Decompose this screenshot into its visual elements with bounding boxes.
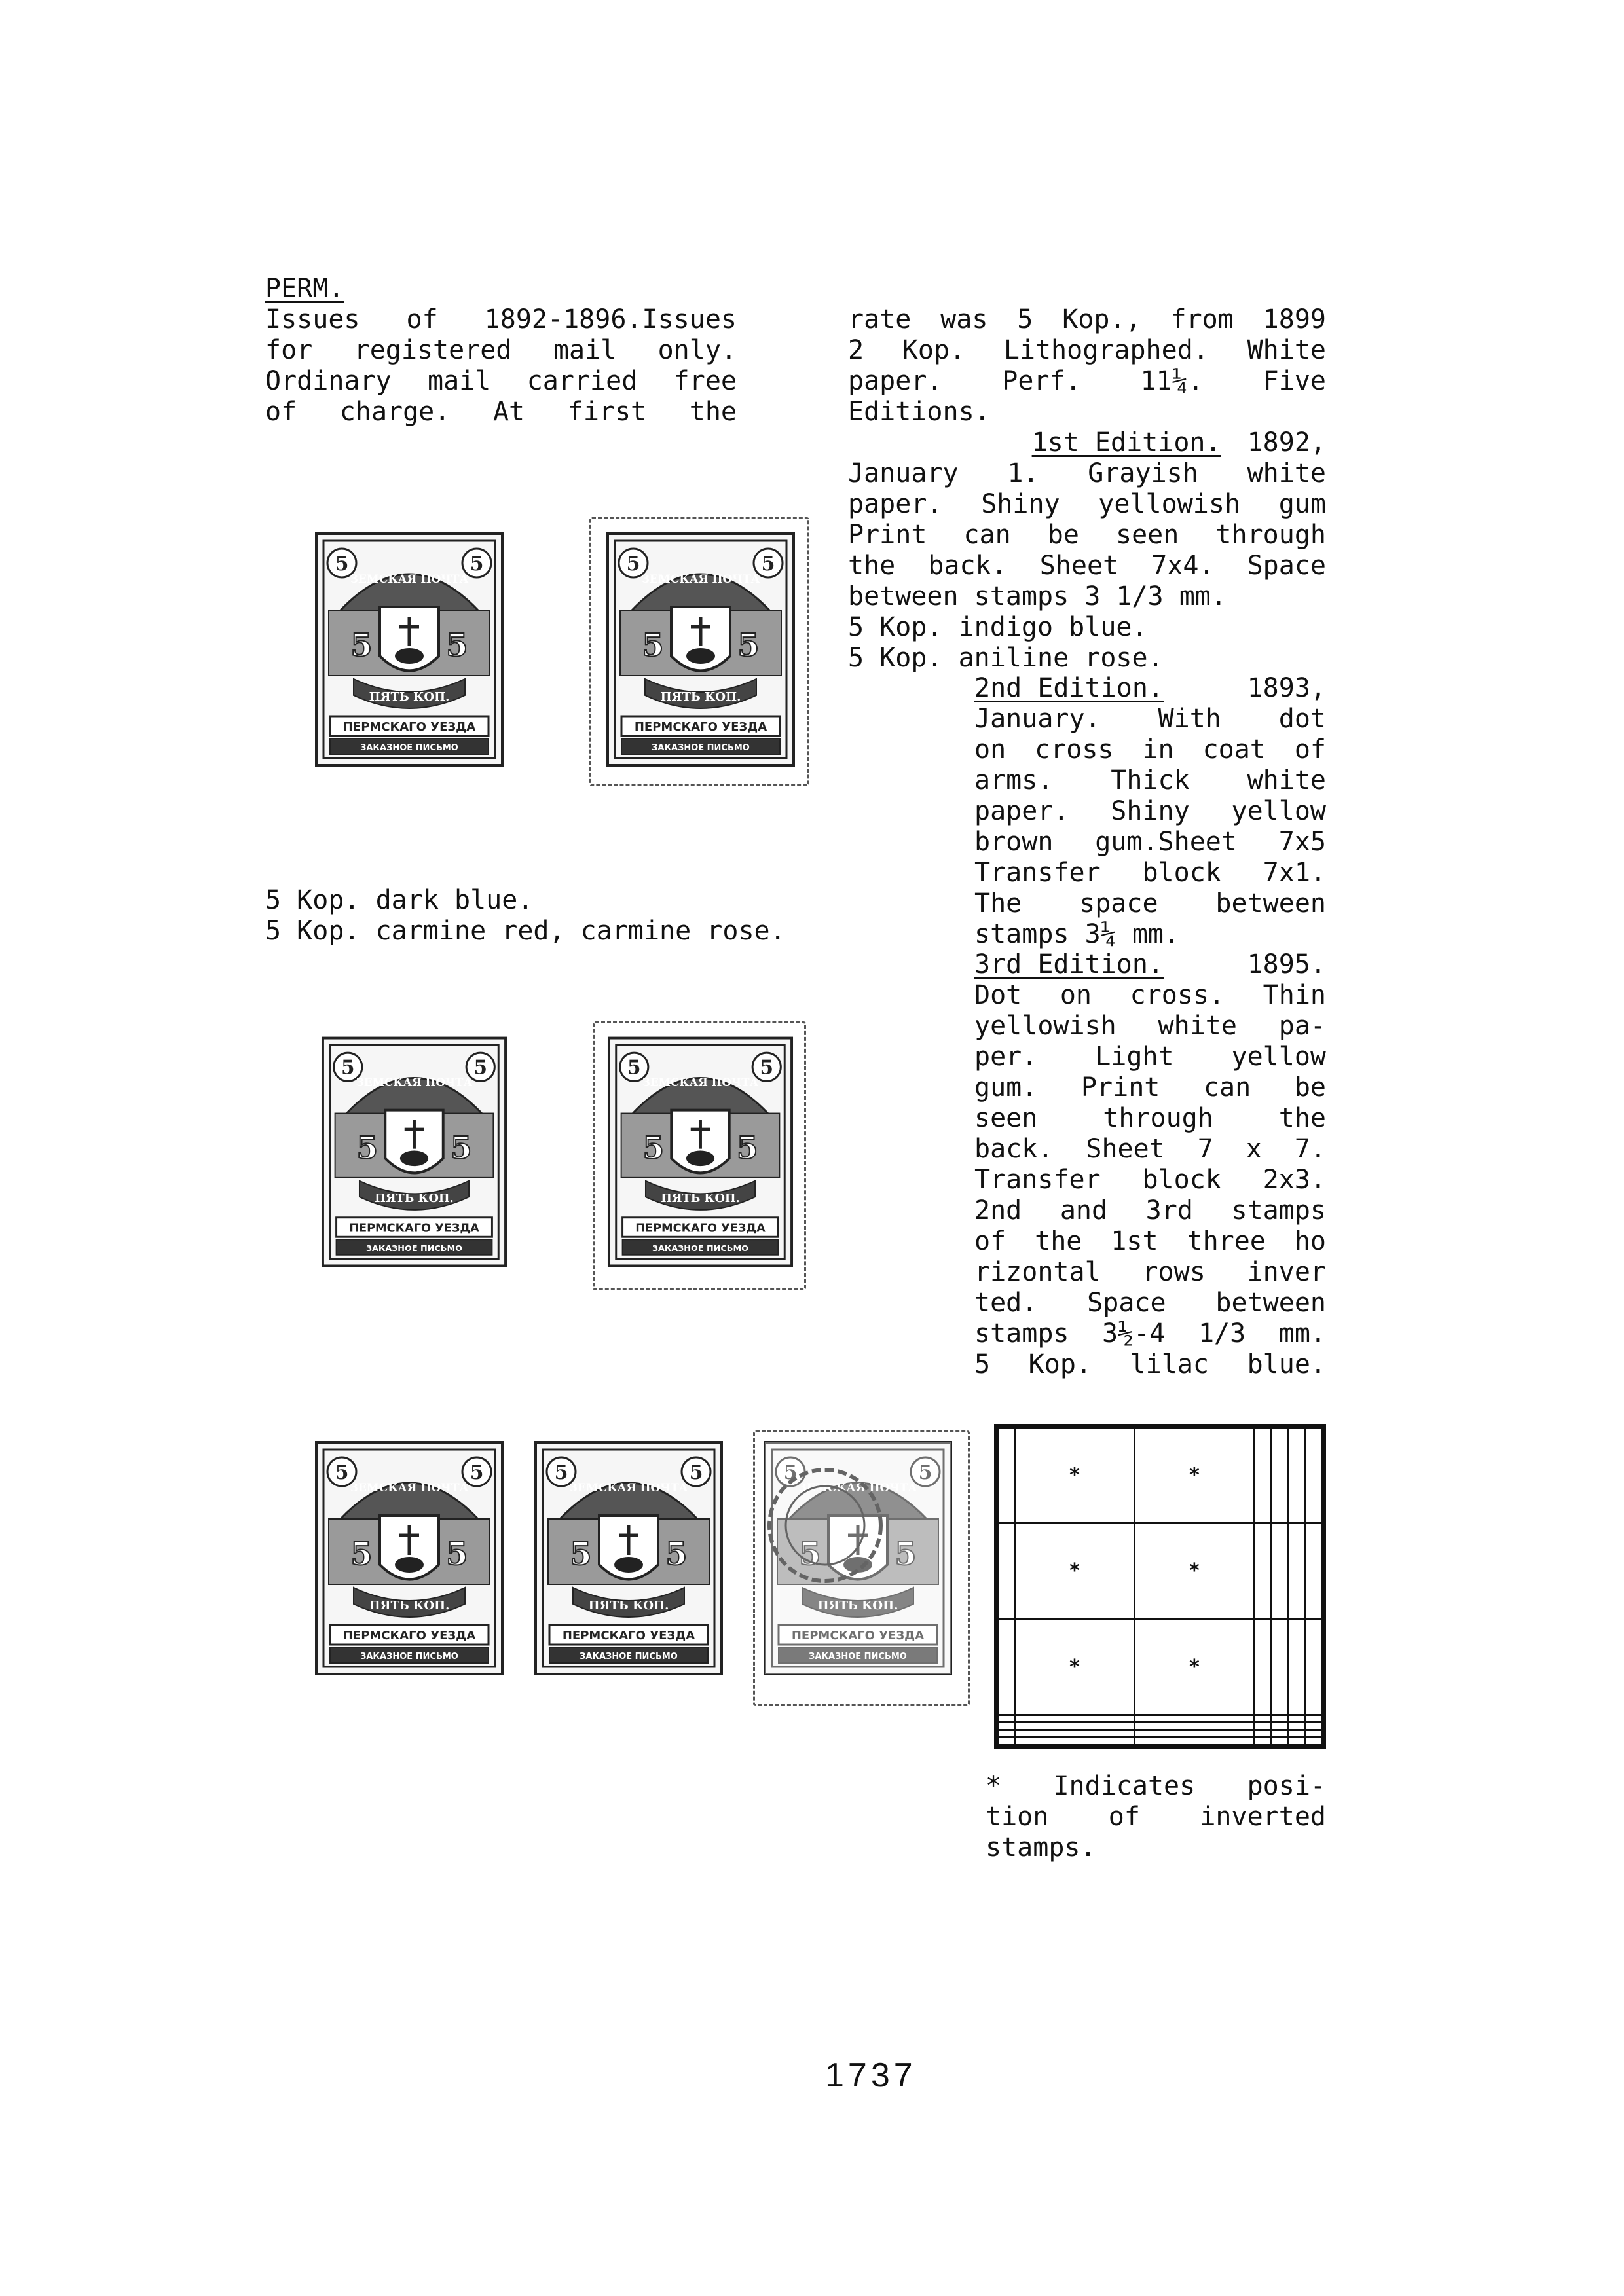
- edition-1-line: paper. Shiny yellowish gum: [848, 489, 1326, 519]
- grid-cell: [1271, 1738, 1288, 1745]
- stamp-value-word: ПЯТЬ КОП.: [817, 1599, 898, 1613]
- grid-cell: [998, 1738, 1015, 1745]
- grid-cell: [1271, 1523, 1288, 1619]
- grid-cell: [1305, 1523, 1322, 1619]
- grid-row: [998, 1428, 1323, 1523]
- grid-cell: [1254, 1730, 1271, 1738]
- grid-cell: [998, 1730, 1015, 1738]
- edition-2-heading: [974, 673, 1326, 704]
- grid-cell: [998, 1523, 1015, 1619]
- grid-cell: [1271, 1619, 1288, 1715]
- stamp-bear: [395, 648, 424, 664]
- stamp-top-lettering: ЗЕМСКАЯ ПОЧТА: [798, 1482, 917, 1495]
- right-intro-line: 2 Kop. Lithographed. White: [848, 335, 1326, 365]
- grid-cell: [998, 1715, 1015, 1722]
- grid-row: [998, 1523, 1323, 1619]
- grid-cell: [1288, 1738, 1305, 1745]
- grid-row: [998, 1715, 1323, 1722]
- edition-3: [974, 949, 1326, 1380]
- stamp-top-lettering: ЗЕМСКАЯ ПОЧТА: [642, 1076, 759, 1089]
- stamp-district-label: ПЕРМСКАГО УЕЗДА: [634, 720, 767, 734]
- grid-cell: [1254, 1715, 1271, 1722]
- stamp-district-label: ПЕРМСКАГО УЕЗДА: [562, 1629, 695, 1643]
- grid-cell: [1288, 1722, 1305, 1730]
- edition-3-line: back. Sheet 7 x 7.: [974, 1134, 1326, 1164]
- stamp-image-cancelled: [763, 1440, 953, 1676]
- grid-cell: [1254, 1428, 1271, 1523]
- grid-cell: [1254, 1619, 1271, 1715]
- grid-cell: [1134, 1738, 1254, 1745]
- caption-line: 5 Kop. carmine red, carmine rose.: [265, 916, 786, 946]
- stamp-corner-value: 5: [470, 1461, 484, 1484]
- left-intro: [265, 304, 737, 428]
- stamp-image: [314, 1440, 504, 1676]
- grid-cell: [1271, 1428, 1288, 1523]
- grid-cell-inverted: *: [1015, 1523, 1135, 1619]
- grid-cell: [1015, 1715, 1135, 1722]
- grid-cell: [1288, 1523, 1305, 1619]
- stamp-big-value: 5: [642, 1130, 665, 1167]
- stamp-image: [534, 1440, 724, 1676]
- stamp-value-word: ПЯТЬ КОП.: [660, 690, 741, 704]
- grid-row: [998, 1738, 1323, 1745]
- stamp-corner-value: 5: [689, 1461, 703, 1484]
- edition-1-line: between stamps 3 1/3 mm.: [848, 581, 1227, 611]
- edition-1-date: 1892,: [1247, 428, 1326, 458]
- grid-cell: [1134, 1715, 1254, 1722]
- grid-cell-inverted: *: [1015, 1619, 1135, 1715]
- stamp-big-value: 5: [356, 1130, 378, 1167]
- left-captions: [265, 885, 786, 947]
- stamp-bottom-label: ЗАКАЗНОЕ ПИСЬМО: [360, 1652, 458, 1662]
- page-number: 1737: [825, 2056, 917, 2094]
- edition-3-line: yellowish white pa-: [974, 1011, 1326, 1041]
- sheet-layout-grid: [994, 1424, 1326, 1749]
- stamp-bear: [614, 1557, 643, 1573]
- edition-1-line: 5 Kop. indigo blue.: [848, 612, 1148, 642]
- edition-3-line: 2nd and 3rd stamps: [974, 1195, 1326, 1226]
- stamp-bottom-label: ЗАКАЗНОЕ ПИСЬМО: [365, 1243, 463, 1254]
- grid-cell: [998, 1619, 1015, 1715]
- edition-2-line: arms. Thick white: [974, 765, 1326, 795]
- edition-3-line: 5 Kop. lilac blue.: [974, 1349, 1326, 1379]
- stamp-big-value: 5: [350, 627, 373, 664]
- stamp-corner-value: 5: [627, 1055, 641, 1079]
- grid-row: [998, 1619, 1323, 1715]
- stamp-big-value: 5: [350, 1536, 373, 1573]
- legend-line: * Indicates posi-: [986, 1771, 1326, 1801]
- stamp-big-value: 5: [446, 627, 468, 664]
- edition-2-date: 1893,: [1247, 673, 1326, 703]
- right-intro-line: rate was 5 Kop., from 1899: [848, 304, 1326, 335]
- grid-cell: [1271, 1722, 1288, 1730]
- edition-3-line: Dot on cross. Thin: [974, 980, 1326, 1010]
- stamp-image: [321, 1036, 507, 1268]
- edition-1-line: the back. Sheet 7x4. Space: [848, 551, 1326, 581]
- legend-line: tion of inverted: [986, 1802, 1326, 1832]
- edition-1-line: 5 Kop. aniline rose.: [848, 643, 1164, 673]
- grid-cell: [1305, 1619, 1322, 1715]
- stamp-district-label: ПЕРМСКАГО УЕЗДА: [342, 1629, 476, 1643]
- stamp-image: [314, 532, 504, 767]
- edition-3-line: per. Light yellow: [974, 1042, 1326, 1072]
- grid-legend: [986, 1771, 1326, 1863]
- stamp-top-lettering: ЗЕМСКАЯ ПОЧТА: [356, 1076, 473, 1089]
- edition-3-title: 3rd Edition.: [974, 949, 1164, 979]
- edition-2-line: January. With dot: [974, 704, 1326, 734]
- grid-cell: [1288, 1715, 1305, 1722]
- stamp-corner-value: 5: [341, 1055, 355, 1079]
- edition-3-line: Transfer block 2x3.: [974, 1165, 1326, 1195]
- stamp-corner-value: 5: [761, 553, 775, 575]
- stamp-corner-value: 5: [554, 1461, 568, 1484]
- edition-1-heading: [848, 428, 1326, 458]
- stamp-big-value: 5: [799, 1536, 821, 1573]
- edition-1: [848, 428, 1326, 674]
- grid-cell: [1271, 1730, 1288, 1738]
- stamp-corner-value: 5: [918, 1461, 932, 1484]
- stamp-value-word: ПЯТЬ КОП.: [369, 1599, 450, 1613]
- edition-2-line: Transfer block 7x1.: [974, 858, 1326, 888]
- sheet-grid-table: [997, 1427, 1323, 1746]
- stamp-corner-value: 5: [470, 553, 484, 575]
- edition-1-line: January 1. Grayish white: [848, 458, 1326, 488]
- edition-3-line: ted. Space between: [974, 1288, 1326, 1318]
- edition-3-line: rizontal rows inver: [974, 1257, 1326, 1287]
- stamp-bear: [400, 1151, 428, 1167]
- grid-row: [998, 1722, 1323, 1730]
- stamp-bear: [686, 1151, 714, 1167]
- stamp-bottom-label: ЗАКАЗНОЕ ПИСЬМО: [652, 743, 750, 753]
- edition-3-date: 1895.: [1247, 949, 1326, 979]
- stamp-corner-value: 5: [760, 1055, 773, 1079]
- stamp-value-word: ПЯТЬ КОП.: [369, 690, 450, 704]
- grid-cell: [1015, 1738, 1135, 1745]
- grid-cell: [1015, 1722, 1135, 1730]
- grid-cell: [1015, 1730, 1135, 1738]
- edition-2-line: paper. Shiny yellow: [974, 796, 1326, 826]
- grid-cell: [998, 1428, 1015, 1523]
- stamp-big-value: 5: [895, 1536, 917, 1573]
- stamp-image: [606, 532, 796, 767]
- grid-cell: [1254, 1523, 1271, 1619]
- edition-2-line: stamps 3¼ mm.: [974, 919, 1180, 949]
- grid-cell: [1305, 1722, 1322, 1730]
- edition-2-title: 2nd Edition.: [974, 673, 1164, 703]
- stamp-bottom-label: ЗАКАЗНОЕ ПИСЬМО: [580, 1652, 678, 1662]
- edition-2-line: on cross in coat of: [974, 735, 1326, 765]
- stamp-top-lettering: ЗЕМСКАЯ ПОЧТА: [350, 1482, 469, 1495]
- stamp-bottom-label: ЗАКАЗНОЕ ПИСЬМО: [652, 1243, 749, 1254]
- page-heading: PERM.: [265, 274, 344, 304]
- grid-cell: [1134, 1730, 1254, 1738]
- stamp-big-value: 5: [737, 627, 760, 664]
- left-intro-line: for registered mail only.: [265, 335, 737, 365]
- stamp-big-value: 5: [570, 1536, 592, 1573]
- grid-cell: [1254, 1738, 1271, 1745]
- left-intro-line: Ordinary mail carried free: [265, 366, 737, 396]
- edition-3-line: stamps 3½-4 1/3 mm.: [974, 1319, 1326, 1349]
- stamp-bear: [395, 1557, 424, 1573]
- grid-cell-inverted: *: [1015, 1428, 1135, 1523]
- stamp-big-value: 5: [450, 1130, 472, 1167]
- right-intro: [848, 304, 1326, 428]
- grid-cell: [1305, 1730, 1322, 1738]
- edition-3-line: seen through the: [974, 1103, 1326, 1133]
- grid-cell: [1305, 1715, 1322, 1722]
- stamp-top-lettering: ЗЕМСКАЯ ПОЧТА: [641, 573, 760, 586]
- edition-1-line: Print can be seen through: [848, 520, 1326, 550]
- stamp-value-word: ПЯТЬ КОП.: [661, 1192, 740, 1206]
- stamp-big-value: 5: [642, 627, 664, 664]
- stamp-fade-overlay: [765, 1442, 951, 1674]
- grid-cell-inverted: *: [1134, 1428, 1254, 1523]
- stamp-bottom-label: ЗАКАЗНОЕ ПИСЬМО: [809, 1652, 907, 1662]
- stamp-corner-value: 5: [335, 553, 349, 575]
- right-intro-line: Editions.: [848, 397, 990, 427]
- grid-cell-inverted: *: [1134, 1619, 1254, 1715]
- grid-cell: [1305, 1428, 1322, 1523]
- right-intro-line: paper. Perf. 11¼. Five: [848, 366, 1326, 396]
- edition-2-line: brown gum.Sheet 7x5: [974, 827, 1326, 857]
- stamp-bottom-label: ЗАКАЗНОЕ ПИСЬМО: [360, 743, 458, 753]
- grid-cell: [1254, 1722, 1271, 1730]
- edition-3-line: gum. Print can be: [974, 1072, 1326, 1102]
- grid-cell: [1288, 1730, 1305, 1738]
- legend-line: stamps.: [986, 1832, 1096, 1863]
- grid-cell: [1271, 1715, 1288, 1722]
- stamp-district-label: ПЕРМСКАГО УЕЗДА: [791, 1629, 925, 1643]
- grid-row: [998, 1730, 1323, 1738]
- stamp-corner-value: 5: [783, 1461, 798, 1484]
- grid-cell: [1288, 1428, 1305, 1523]
- left-intro-line: Issues of 1892-1896.Issues: [265, 304, 737, 335]
- caption-line: 5 Kop. dark blue.: [265, 885, 534, 915]
- stamp-big-value: 5: [665, 1536, 688, 1573]
- stamp-big-value: 5: [736, 1130, 758, 1167]
- edition-3-line: of the 1st three ho: [974, 1226, 1326, 1256]
- left-intro-line: of charge. At first the: [265, 397, 737, 427]
- stamp-district-label: ПЕРМСКАГО УЕЗДА: [349, 1222, 479, 1235]
- stamp-value-word: ПЯТЬ КОП.: [588, 1599, 669, 1613]
- grid-cell: [1305, 1738, 1322, 1745]
- stamp-top-lettering: ЗЕМСКАЯ ПОЧТА: [569, 1482, 688, 1495]
- stamp-value-word: ПЯТЬ КОП.: [375, 1192, 454, 1206]
- stamp-big-value: 5: [446, 1536, 468, 1573]
- edition-2: [974, 673, 1326, 950]
- stamp-top-lettering: ЗЕМСКАЯ ПОЧТА: [350, 573, 469, 586]
- grid-cell-inverted: *: [1134, 1523, 1254, 1619]
- edition-1-title: 1st Edition.: [1031, 428, 1221, 458]
- stamp-corner-value: 5: [335, 1461, 349, 1484]
- stamp-corner-value: 5: [473, 1055, 487, 1079]
- grid-cell: [998, 1722, 1015, 1730]
- stamp-bear: [686, 648, 715, 664]
- grid-cell: [1288, 1619, 1305, 1715]
- stamp-image: [607, 1036, 794, 1268]
- stamp-corner-value: 5: [626, 553, 640, 575]
- edition-2-line: The space between: [974, 888, 1326, 919]
- edition-3-heading: [974, 949, 1326, 980]
- stamp-district-label: ПЕРМСКАГО УЕЗДА: [635, 1222, 766, 1235]
- stamp-district-label: ПЕРМСКАГО УЕЗДА: [342, 720, 476, 734]
- grid-cell: [1134, 1722, 1254, 1730]
